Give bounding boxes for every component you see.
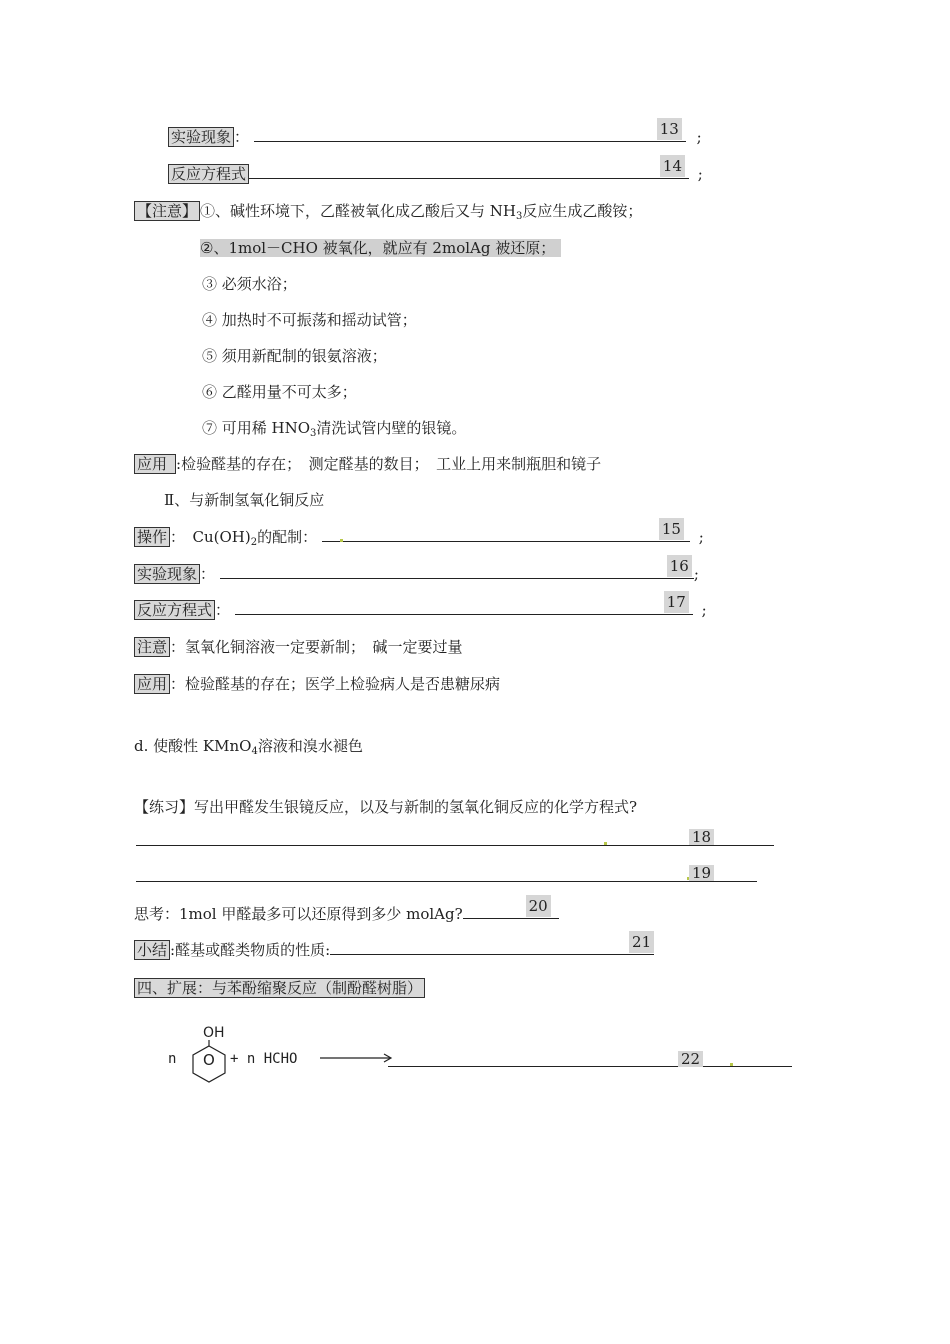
semicolon: ; — [693, 565, 699, 583]
answer-line-19[interactable] — [136, 881, 757, 882]
silver-phenomenon-row — [168, 120, 702, 148]
answer-blank-20[interactable] — [463, 897, 559, 919]
answer-blank-14[interactable] — [249, 157, 689, 179]
plus-n-hcho: + n HCHO — [230, 1051, 298, 1067]
hydroxyl-label: OH — [203, 1025, 225, 1041]
colon: ： — [200, 565, 216, 583]
section-d — [134, 735, 363, 757]
colon: ： — [215, 601, 231, 619]
equation-label: 反应方程式 — [168, 164, 249, 184]
silver-equation-row — [168, 157, 703, 185]
copper-phenomenon-row — [134, 557, 699, 585]
copper-heading: Ⅱ、与新制氢氧化铜反应 — [164, 491, 325, 509]
answer-blank-13[interactable] — [254, 120, 686, 142]
answer-blank-15[interactable] — [322, 520, 690, 542]
note-1 — [134, 200, 642, 222]
operation-text: ： Cu(OH) — [170, 528, 251, 546]
semicolon: ; — [697, 165, 703, 183]
blank-number-20: 20 — [526, 895, 551, 917]
semicolon: ; — [696, 128, 702, 146]
note-4: ④ 加热时不可振荡和摇动试管； — [202, 311, 417, 329]
answer-line-22[interactable] — [388, 1066, 792, 1067]
application-text: :检验醛基的存在； 测定醛基的数目； 工业上用来制瓶胆和镜子 — [176, 455, 602, 473]
note-6: ⑥ 乙醛用量不可太多； — [202, 383, 357, 401]
think-text: 思考：1mol 甲醛最多可以还原得到多少 molAg? — [134, 905, 463, 923]
application-text: ：检验醛基的存在；医学上检验病人是否患糖尿病 — [170, 675, 501, 693]
blank-number-21: 21 — [629, 931, 654, 953]
answer-line-18[interactable] — [136, 845, 774, 846]
application-label: 应用 — [134, 674, 170, 694]
summary-row — [134, 933, 654, 961]
copper-note — [134, 636, 463, 658]
section-d-text: d. 使酸性 KMnO — [134, 737, 252, 755]
note-1-sub: 3 — [516, 211, 523, 222]
answer-blank-21[interactable] — [330, 933, 654, 955]
exercise-prompt: 【练习】写出甲醛发生银镜反应，以及与新制的氢氧化铜反应的化学方程式? — [134, 798, 638, 816]
operation-label: 操作 — [134, 527, 170, 547]
blank-number-19: 19 — [689, 865, 714, 881]
phenomenon-label: 实验现象 — [168, 127, 234, 147]
copper-equation-row — [134, 593, 707, 621]
copper-operation-row — [134, 520, 704, 548]
answer-blank-16[interactable] — [220, 557, 694, 579]
blank-number-17: 17 — [664, 591, 689, 613]
equation-label: 反应方程式 — [134, 600, 215, 620]
semicolon: ; — [701, 601, 707, 619]
expansion-heading-row — [134, 977, 425, 999]
section-d-text-b: 溶液和溴水褪色 — [257, 737, 363, 755]
application-label: 应用 — [134, 454, 176, 474]
blank-number-16: 16 — [667, 555, 692, 577]
note-text: ：氢氧化铜溶液一定要新制； 碱一定要过量 — [170, 638, 463, 656]
note-7-text-b: 清洗试管内壁的银镜。 — [316, 419, 467, 437]
answer-blank-17[interactable] — [235, 593, 693, 615]
coefficient-n: n — [168, 1051, 177, 1067]
note-label: 注意 — [134, 637, 170, 657]
section-d-sub: 4 — [251, 746, 258, 757]
blank-number-13: 13 — [657, 118, 682, 140]
note-label: 【注意】 — [134, 201, 200, 221]
note-5: ⑤ 须用新配制的银氨溶液； — [202, 347, 387, 365]
think-row — [134, 897, 559, 925]
phenomenon-label: 实验现象 — [134, 564, 200, 584]
summary-text: :醛基或醛类物质的性质: — [170, 941, 331, 959]
note-3: ③ 必须水浴； — [202, 275, 297, 293]
note-7-text: ⑦ 可用稀 HNO — [202, 419, 311, 437]
operation-sub: 2 — [250, 537, 258, 548]
semicolon: ; — [698, 528, 704, 546]
reaction-arrow-icon — [318, 1052, 394, 1064]
colon: ： — [234, 128, 250, 146]
note-7 — [202, 417, 466, 439]
blank-number-15: 15 — [659, 518, 684, 540]
copper-application — [134, 673, 500, 695]
note-2 — [200, 237, 561, 259]
summary-label: 小结 — [134, 940, 170, 960]
note-2-text: ②、1mol－CHO 被氧化，就应有 2molAg 被还原； — [200, 239, 561, 257]
blank-number-18: 18 — [689, 829, 714, 845]
note-7-sub: 3 — [310, 428, 317, 439]
expansion-heading: 四、扩展：与苯酚缩聚反应（制酚醛树脂） — [134, 978, 425, 998]
blank-number-22: 22 — [678, 1051, 703, 1067]
ring-o-label: O — [203, 1051, 215, 1069]
operation-text-b: 的配制： — [257, 528, 318, 546]
blank-number-14: 14 — [660, 155, 685, 177]
note-1-text: ①、碱性环境下，乙醛被氧化成乙酸后又与 NH — [200, 202, 516, 220]
note-1-text-b: 反应生成乙酸铵； — [522, 202, 643, 220]
silver-application — [134, 453, 601, 475]
phenol-reaction — [0, 1020, 950, 1090]
